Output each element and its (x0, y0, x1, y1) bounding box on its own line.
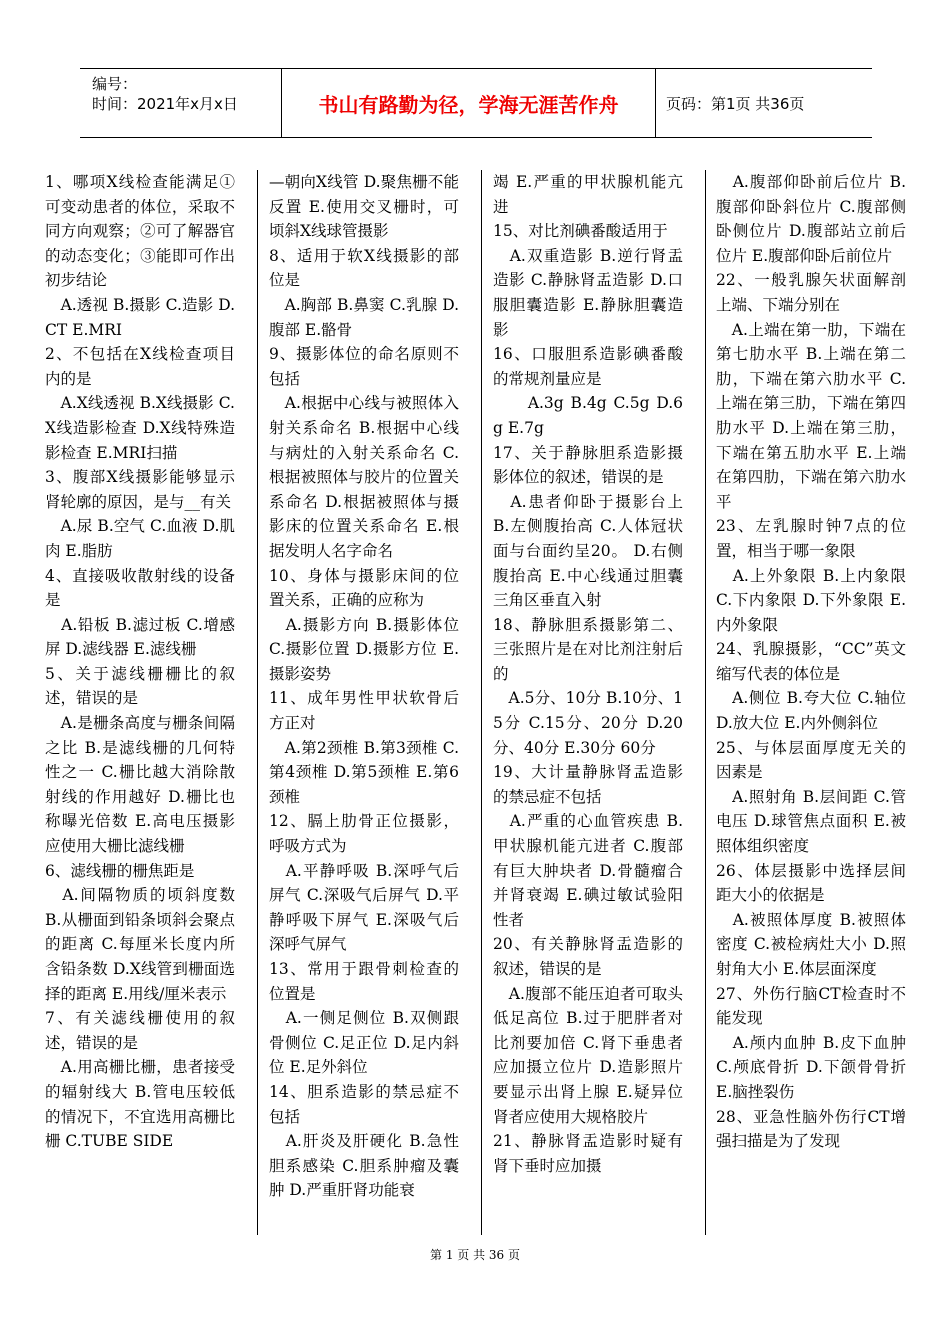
question-paragraph: A.尿 B.空气 C.血液 D.肌肉 E.脂肪 (45, 517, 235, 560)
question-paragraph: 14、胆系造影的禁忌症不包括 (269, 1082, 459, 1126)
question-paragraph: A.腹部仰卧前后位片 B.腹部仰卧斜位片 C.腹部侧卧侧位片 D.腹部站立前后位片 E.腹部仰卧后前位片 (716, 173, 906, 265)
question-paragraph: A.双重造影 B.逆行肾盂造影 C.静脉肾盂造影 D.口服胆囊造影 E.静脉胆囊造影 (493, 246, 683, 339)
question-paragraph: A.摄影方向 B.摄影体位 C.摄影位置 D.摄影方位 E.摄影姿势 (269, 615, 459, 683)
question-paragraph: 7、有关滤线栅使用的叙述，错误的是 (45, 1009, 235, 1052)
page-header (80, 68, 872, 138)
question-paragraph: 19、大计量静脉肾盂造影的禁忌症不包括 (493, 763, 683, 806)
question-paragraph: A.颅内血肿 B.皮下血肿 C.颅底骨折 D.下颌骨骨折 E.脑挫裂伤 (716, 1033, 906, 1101)
question-paragraph: A.一侧足侧位 B.双侧跟骨侧位 C.足正位 D.足内斜位 E.足外斜位 (269, 1009, 459, 1077)
question-paragraph: A.第2颈椎 B.第3颈椎 C.第4颈椎 D.第5颈椎 E.第6颈椎 (269, 738, 459, 806)
question-paragraph: 13、常用于跟骨刺检查的位置是 (269, 960, 459, 1003)
column-3 (493, 170, 683, 1240)
header-motto: 书山有路勤为径，学海无涯苦作舟 (282, 69, 656, 137)
question-paragraph: A.患者仰卧于摄影台上 B.左侧腹抬高 C.人体冠状面与台面约呈20。 D.右侧腹抬高 E.中心线通过胆囊三角区垂直入射 (493, 492, 683, 610)
question-paragraph: 6、滤线栅的栅焦距是 (45, 861, 195, 880)
question-paragraph: A.X线透视 B.X线摄影 C.X线造影检查 D.X线特殊造影检查 E.MRI扫描 (45, 394, 235, 462)
question-paragraph: 4、直接吸收散射线的设备是 (45, 566, 235, 610)
question-paragraph: A.根据中心线与被照体入射关系命名 B.根据中心线与病灶的入射关系命名 C.根据被照体与胶片的位置关系命名 D.根据被照体与摄影床的位置关系命名 E.根据发明人名字命名 (269, 394, 459, 560)
question-paragraph: 12、膈上肋骨正位摄影，呼吸方式为 (269, 812, 459, 856)
question-paragraph: A.照射角 B.层间距 C.管电压 D.球管焦点面积 E.被照体组织密度 (716, 787, 906, 856)
page-footer: 第 1 页 共 36 页 (430, 1248, 520, 1262)
question-paragraph: 17、关于静脉胆系造影摄影体位的叙述，错误的是 (493, 443, 683, 487)
question-paragraph: 20、有关静脉肾盂造影的叙述，错误的是 (493, 935, 683, 978)
column-1 (45, 170, 235, 1240)
question-columns (45, 170, 915, 1240)
question-paragraph: 21、静脉肾盂造影时疑有肾下垂时应加摄 (493, 1132, 683, 1175)
question-paragraph: 5、关于滤线栅栅比的叙述，错误的是 (45, 664, 235, 708)
question-paragraph: A.上端在第一肋，下端在第七肋水平 B.上端在第二肋，下端在第六肋水平 C.上端在第三肋，下端在第四肋水平 D.上端在第三肋，下端在第五肋水平 E.上端在第四肋，下端在第六肋水平 (716, 320, 906, 511)
question-paragraph: A.侧位 B.夸大位 C.轴位 D.放大位 E.内外侧斜位 (716, 689, 906, 733)
question-paragraph: 28、亚急性脑外伤行CT增强扫描是为了发现 (716, 1107, 906, 1151)
question-paragraph: —朝向X线管 D.聚焦栅不能反置 E.使用交叉栅时，可顷斜X线球管摄影 (269, 173, 459, 241)
question-paragraph: A.胸部 B.鼻窦 C.乳腺 D.腹部 E.骼骨 (269, 295, 459, 339)
question-paragraph: 24、乳腺摄影，“CC”英文缩写代表的体位是 (716, 640, 906, 683)
question-paragraph: A.严重的心血管疾患 B.甲状腺机能亢进者 C.腹部有巨大肿块者 D.骨髓瘤合并肾衰竭 E.碘过敏试验阳性者 (493, 812, 683, 929)
question-paragraph: A.肝炎及肝硬化 B.急性胆系感染 C.胆系肿瘤及囊肿 D.严重肝肾功能衰 (269, 1132, 459, 1200)
question-paragraph: 22、一般乳腺矢状面解剖上端、下端分别在 (716, 271, 906, 314)
question-paragraph: 27、外伤行脑CT检查时不能发现 (716, 984, 906, 1028)
column-divider (705, 170, 706, 1235)
question-paragraph: A.平静呼吸 B.深呼气后屏气 C.深吸气后屏气 D.平静呼吸下屏气 E.深吸气后深呼气屏气 (269, 861, 459, 954)
header-page-info: 页码：第1页 共36页 (666, 94, 805, 113)
question-paragraph: 竭 E.严重的甲状腺机能亢进 (493, 173, 683, 216)
column-divider (481, 170, 482, 1235)
question-paragraph: 3、腹部X线摄影能够显示肾轮廓的原因，是与__有关 (45, 468, 235, 511)
question-paragraph: A.是栅条高度与栅条间隔之比 B.是滤线栅的几何特性之一 C.栅比越大消除散射线的作用越好 D.栅比也称曝光倍数 E.高电压摄影应使用大栅比滤线栅 (45, 714, 235, 856)
question-paragraph: 16、口服胆系造影碘番酸的常规剂量应是 (493, 345, 683, 388)
question-paragraph: 11、成年男性甲状软骨后方正对 (269, 689, 459, 733)
doc-code-label: 编号： (92, 75, 138, 93)
question-paragraph: 15、对比剂碘番酸适用于 (493, 222, 668, 241)
question-paragraph: 8、适用于软X线摄影的部位是 (269, 246, 459, 290)
question-paragraph: A.被照体厚度 B.被照体密度 C.被检病灶大小 D.照射角大小 E.体层面深度 (716, 910, 906, 978)
header-meta (80, 69, 282, 137)
question-paragraph: 10、身体与摄影床间的位置关系，正确的应称为 (269, 566, 459, 610)
question-paragraph: 2、不包括在X线检查项目内的是 (45, 345, 235, 388)
column-4 (716, 170, 906, 1240)
question-paragraph: A.用高栅比栅，患者接受的辐射线大 B.管电压较低的情况下，不宜选用高栅比栅 C.TUBE SIDE (45, 1058, 235, 1151)
question-paragraph: 26、体层摄影中选择层间距大小的依据是 (716, 861, 906, 905)
question-paragraph: 1、哪项X线检查能满足①可变动患者的体位，采取不同方向观察；②可了解器官的动态变化；③能即可作出初步结论 (45, 173, 235, 290)
question-paragraph: 9、摄影体位的命名原则不包括 (269, 345, 459, 388)
question-paragraph: A.间隔物质的顷斜度数 B.从栅面到铅条顷斜会聚点的距离 C.每厘米长度内所含铅条数 D.X线管到栅面选择的距离 E.用线/厘米表示 (45, 886, 235, 1003)
question-paragraph: 18、静脉胆系摄影第二、三张照片是在对比剂注射后的 (493, 615, 683, 683)
question-paragraph: A.腹部不能压迫者可取头低足高位 B.过于肥胖者对比剂要加倍 C.肾下垂患者应加摄立位片 D.造影照片要显示出肾上腺 E.疑异位肾者应使用大规格胶片 (493, 984, 683, 1126)
column-divider (257, 170, 258, 1235)
column-2 (269, 170, 459, 1240)
question-paragraph: A.铅板 B.滤过板 C.增感屏 D.滤线器 E.滤线栅 (45, 615, 235, 659)
question-paragraph: A.上外象限 B.上内象限 C.下内象限 D.下外象限 E.内外象限 (716, 566, 906, 634)
doc-date-label: 时间：2021年x月x日 (92, 95, 238, 113)
question-paragraph: 25、与体层面厚度无关的因素是 (716, 738, 906, 782)
question-paragraph: A.5分、10分 B.10分、15分 C.15分、20分 D.20分、40分 E.30分 60分 (493, 689, 683, 757)
question-paragraph: A.透视 B.摄影 C.造影 D.CT E.MRI (45, 295, 235, 339)
question-paragraph: 23、左乳腺时钟7点的位置，相当于哪一象限 (716, 517, 906, 560)
question-paragraph: A.3g B.4g C.5g D.6g E.7g (493, 394, 683, 437)
